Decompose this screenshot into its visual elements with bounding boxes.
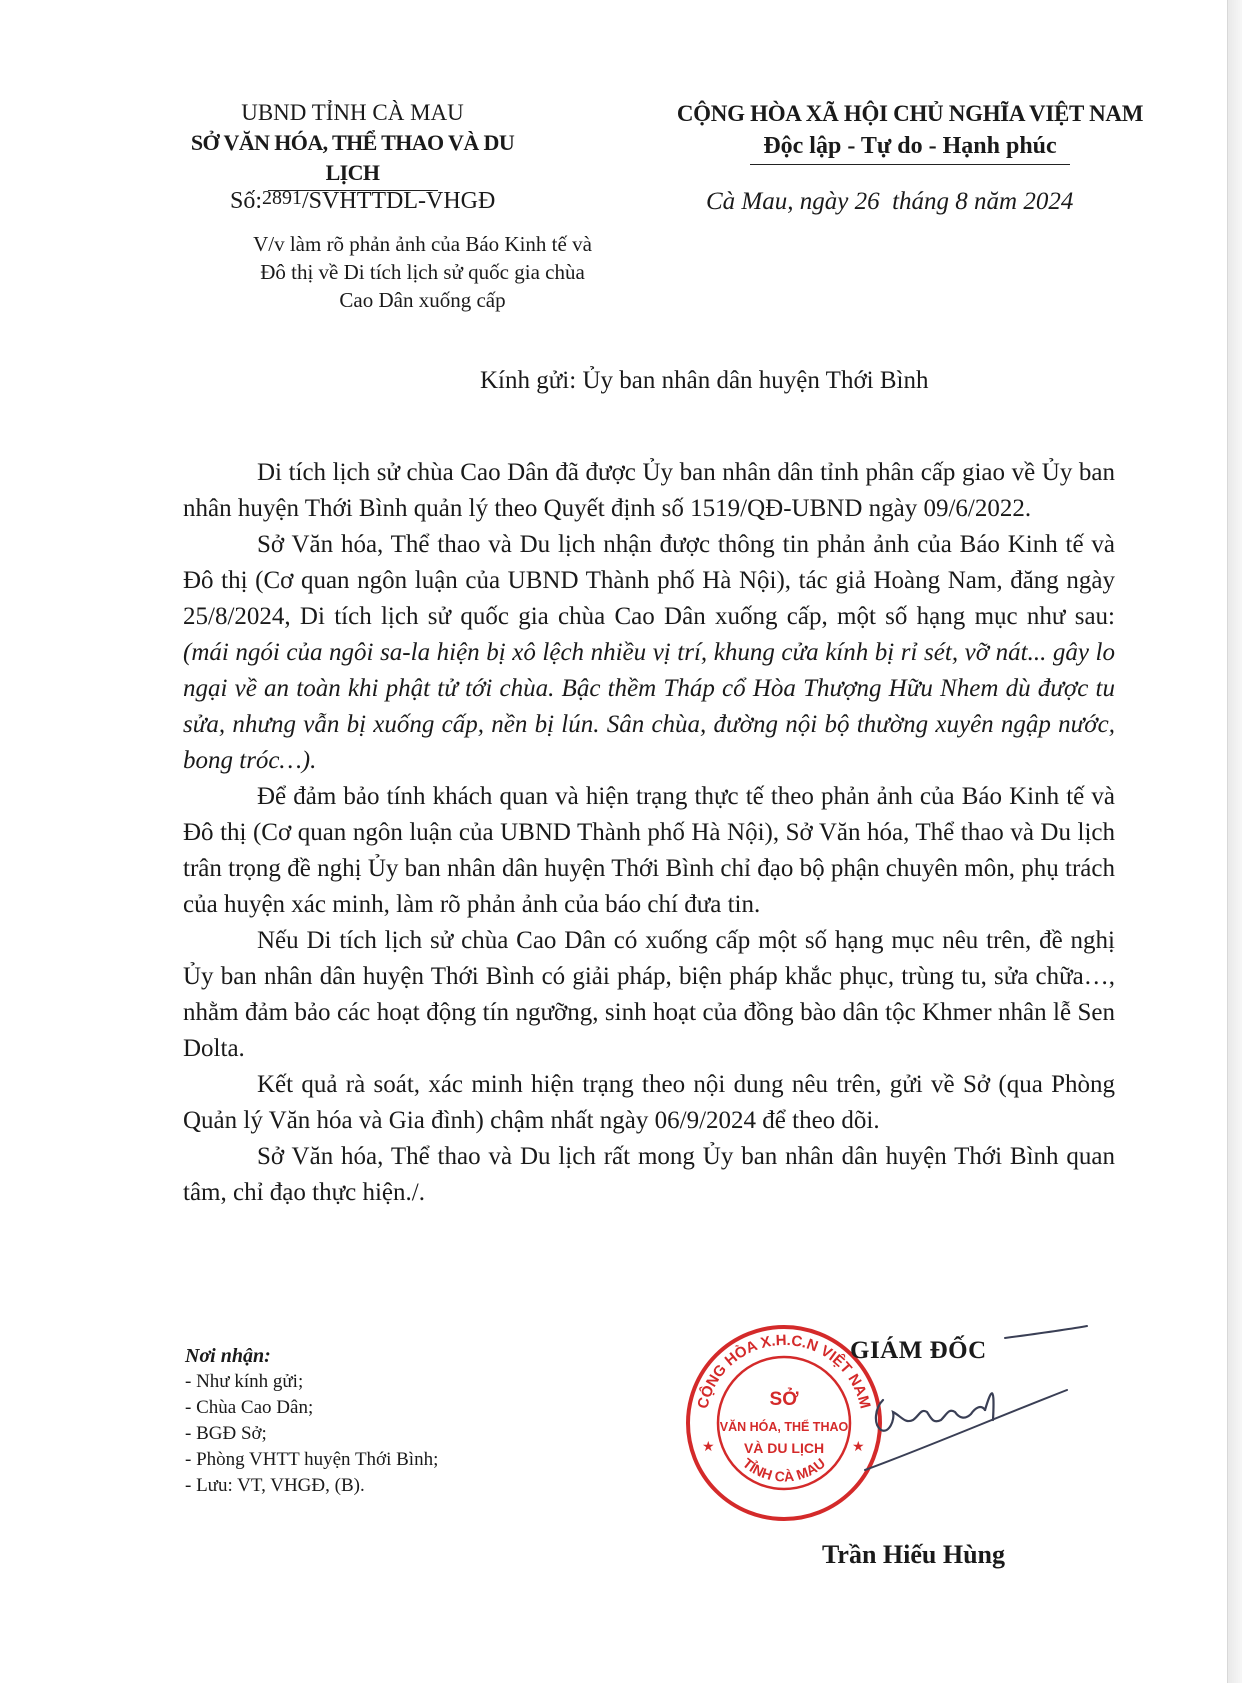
seal-ring-text: CỘNG HÒA X.H.C.N VIỆT NAM [694, 1331, 874, 1411]
paragraph-2-italic: (mái ngói của ngôi sa-la hiện bị xô lệch nhiều vị trí, khung cửa kính bị rỉ sét, vỡ nát... gây lo ngại về an toàn khi phật tử tới chùa. Bậc thềm Tháp cổ Hòa Thượng Hữu Nhem dù được tu sửa, nhưng vẫn bị xuống cấp, nền bị lún. Sân chùa, đường nội bộ thường xuyên ngập nước, bong tróc…). [183, 639, 1115, 774]
province-committee: UBND TỈNH CÀ MAU [241, 100, 464, 125]
reference-number [230, 188, 495, 215]
seal-star-icon: ★ [852, 1439, 865, 1455]
page-edge [1227, 0, 1242, 1683]
paragraph-1: Di tích lịch sử chùa Cao Dân đã được Ủy ban nhân dân tỉnh phân cấp giao về Ủy ban nhân huyện Thới Bình quản lý theo Quyết định số 1519/QĐ-UBND ngày 09/6/2022. [183, 459, 1115, 522]
header-right-underline [750, 164, 1070, 165]
header-right [660, 98, 1160, 165]
reference-number-value: 2891 [262, 187, 303, 209]
handwritten-signature [835, 1320, 1095, 1490]
recipients-title: Nơi nhận: [185, 1345, 271, 1367]
paragraph-2 [183, 527, 1115, 779]
recipients-item: - Phòng VHTT huyện Thới Bình; [185, 1449, 439, 1470]
recipient-line: Kính gửi: Ủy ban nhân dân huyện Thới Bình [480, 367, 929, 394]
subject-line-2: Đô thị về Di tích lịch sử quốc gia chùa [260, 260, 585, 284]
date-line: Cà Mau, ngày 26 tháng 8 năm 2024 [706, 188, 1074, 215]
paragraph-3: Để đảm bảo tính khách quan và hiện trạng thực tế theo phản ảnh của Báo Kinh tế và Đô thị (Cơ quan ngôn luận của UBND Thành phố Hà Nội), Sở Văn hóa, Thể thao và Du lịch trân trọng đề nghị Ủy ban nhân dân huyện Thới Bình chỉ đạo bộ phận chuyên môn, phụ trách của huyện xác minh, làm rõ phản ảnh của báo chí đưa tin. [183, 783, 1115, 918]
seal-center-line-1: SỞ [769, 1389, 799, 1410]
recipients-item: - Chùa Cao Dân; [185, 1397, 314, 1418]
recipients-item: - Như kính gửi; [185, 1371, 304, 1392]
subject [220, 230, 625, 314]
seal-star-icon: ★ [702, 1439, 715, 1455]
header-left [190, 98, 515, 191]
national-motto: Độc lập - Tự do - Hạnh phúc [763, 133, 1057, 159]
recipients-item: - BGĐ Sở; [185, 1423, 267, 1444]
reference-suffix: /SVHTTDL-VHGĐ [302, 188, 496, 214]
paragraph-5: Kết quả rà soát, xác minh hiện trạng theo nội dung nêu trên, gửi về Sở (qua Phòng Quản lý Văn hóa và Gia đình) chậm nhất ngày 06/9/2024 để theo dõi. [183, 1071, 1115, 1134]
signer-position: GIÁM ĐỐC [850, 1337, 987, 1364]
subject-line-1: V/v làm rõ phản ảnh của Báo Kinh tế và [253, 232, 592, 256]
letter-body [183, 455, 1115, 1211]
seal-center-line-2: VĂN HÓA, THỂ THAO [719, 1420, 849, 1434]
paragraph-6: Sở Văn hóa, Thể thao và Du lịch rất mong Ủy ban nhân dân huyện Thới Bình quan tâm, chỉ đạo thực hiện./. [183, 1143, 1115, 1206]
recipients-list [185, 1343, 438, 1499]
paragraph-4: Nếu Di tích lịch sử chùa Cao Dân có xuống cấp một số hạng mục nêu trên, đề nghị Ủy ban nhân dân huyện Thới Bình có giải pháp, biện pháp khắc phục, trùng tu, sửa chữa…, nhằm đảm bảo các hoạt động tín ngưỡng, sinh hoạt của đồng bào dân tộc Khmer nhân lễ Sen Dolta. [183, 927, 1115, 1062]
reference-prefix: Số: [230, 188, 263, 214]
national-title: CỘNG HÒA XÃ HỘI CHỦ NGHĨA VIỆT NAM [676, 101, 1144, 126]
department-name: SỞ VĂN HÓA, THỂ THAO VÀ DU LỊCH [190, 130, 515, 185]
subject-line-3: Cao Dân xuống cấp [339, 288, 506, 312]
signer-name: Trần Hiếu Hùng [822, 1540, 1006, 1569]
seal-bottom-text: TỈNH CÀ MAU [739, 1454, 829, 1485]
seal-center-line-3: VÀ DU LỊCH [743, 1440, 825, 1456]
paragraph-2-text: Sở Văn hóa, Thể thao và Du lịch nhận được thông tin phản ảnh của Báo Kinh tế và Đô thị (Cơ quan ngôn luận của UBND Thành phố Hà Nội), tác giả Hoàng Nam, đăng ngày 25/8/2024, Di tích lịch sử quốc gia chùa Cao Dân xuống cấp, một số hạng mục như sau: [183, 531, 1115, 630]
recipients-item: - Lưu: VT, VHGĐ, (B). [185, 1475, 365, 1496]
